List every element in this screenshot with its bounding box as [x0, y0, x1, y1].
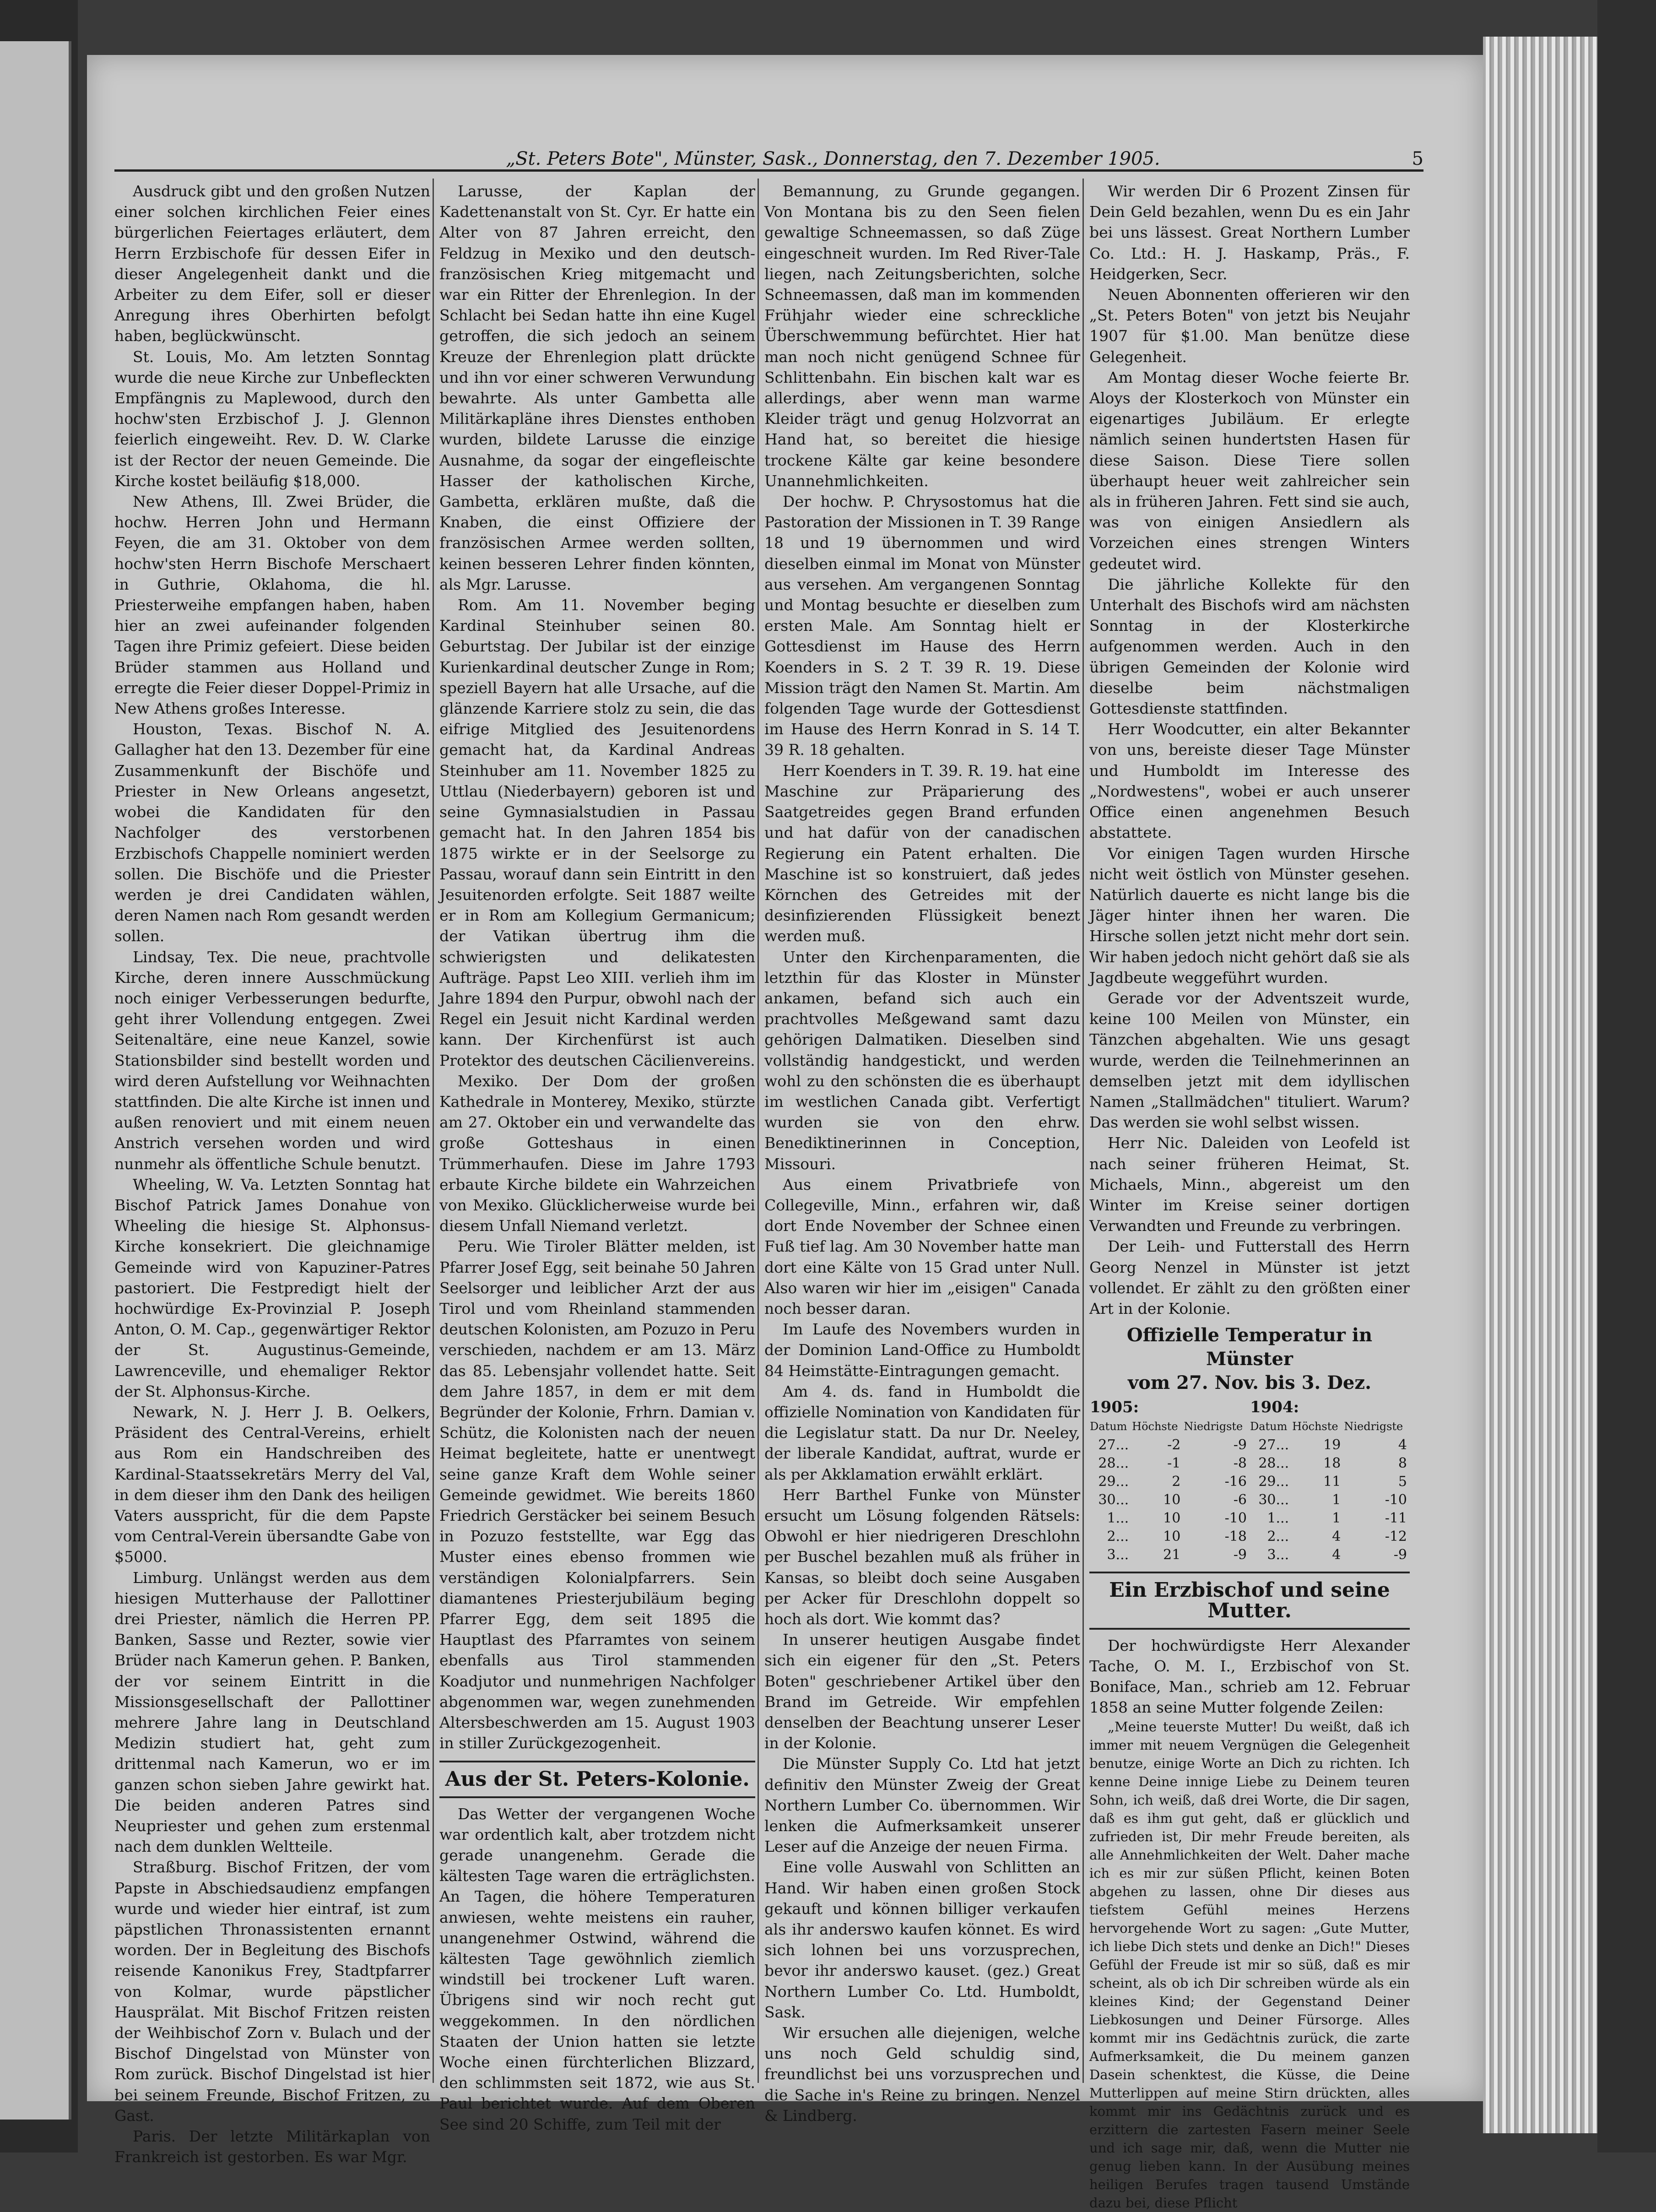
table-cell: 1: [1332, 1492, 1341, 1508]
article-paragraph: Bemannung, zu Grunde gegangen. Von Montana bis zu den Seen fielen gewaltige Schneemassen, so daß Züge eingeschneit wurden. Im Red River-Tale liegen, nach Zeitungsberichten, solche Schneemassen, daß man im kommenden Frühjahr wieder eine schreckliche Überschwemmung befürchtet. Hier hat man noch nicht genügend Schnee für Schlittenbahn. Ein bischen kalt war es allerdings, aber wenn man warme Kleider trägt und genug Holzvorrat an Hand hat, so bereitet die hiesige trockene Kälte gar keine besondere Unannehmlichkeiten.: [764, 182, 1080, 490]
table-cell: 1: [1332, 1510, 1341, 1527]
article-paragraph: Mexiko. Der Dom der großen Kathedrale in Monterey, Mexiko, stürzte am 27. Oktober ein und verwandelte das große Gotteshaus in einen Trümmerhaufen. Diese im Jahre 1793 erbaute Kirche bildete ein Wahrzeichen von Mexiko. Glücklicherweise wurde bei diesem Unfall Niemand verletzt.: [439, 1072, 755, 1235]
column-header: Datum: [1090, 1420, 1127, 1433]
column-header: Niedrigste: [1184, 1420, 1243, 1433]
header-title: „St. Peters Bote", Münster, Sask., Donnerstag, den 7. Dezember 1905.: [506, 148, 1160, 169]
table-cell: -8: [1233, 1455, 1247, 1472]
table-cell: 30...: [1258, 1492, 1289, 1508]
temperature-title-line1: Offizielle Temperatur in Münster: [1126, 1324, 1373, 1370]
table-cell: 29...: [1258, 1474, 1289, 1490]
table-cell: 3...: [1107, 1547, 1129, 1563]
article-paragraph: Wheeling, W. Va. Letzten Sonntag hat Bischof Patrick James Donahue von Wheeling die hiesige St. Alphonsus-Kirche konsekriert. Die gleichnamige Gemeinde wird von Kapuziner-Patres pastoriert. Die Festpredigt hielt der hochwürdige Ex-Provinzial P. Joseph Anton, O. M. Cap., gegenwärtiger Rektor der St. Augustinus-Gemeinde, Lawrenceville, und ehemaliger Rektor der St. Alphonsus-Kirche.: [114, 1175, 430, 1400]
letter-paragraph: „Meine teuerste Mutter! Du weißt, daß ich immer mit neuem Vergnügen die Gelegenheit benutze, einige Worte an Dich zu richten. Ich kenne Deine innige Liebe zu Deinem teuren Sohn, ich weiß, daß drei Worte, die Dir sagen, daß es ihm gut geht, daß er glücklich und zufrieden ist, Dir mehr Freude bereiten, als alle Annehmlichkeiten der Welt. Daher mache ich es mir zur süßen Pflicht, keinen Boten abgehen zu lassen, ohne Dir dieses aus tiefstem Gefühl meines Herzens hervorgehende Wort zu sagen: „Gute Mutter, ich liebe Dich stets und denke an Dich!" Dieses Gefühl der Freude ist mir so süß, daß es mir scheint, als ob ich Dir schreiben würde als ein kleines Kind; der Gegenstand Deiner Liebkosungen und Deiner Fürsorge. Alles kommt mir ins Gedächtnis zurück, die zarte Aufmerksamkeit, die Du meinem ganzen Dasein schenktest, die Küsse, die Deine Mutterlippen auf meine Stirn drückten, alles kommt mir ins Gedächtnis zurück und es erzittern die zartesten Fasern meiner Seele und ich sage mir, daß, wenn die Mutter nie genug lieben kann. In der Ausübung meines heiligen Berufes tragen tausend Umstände dazu bei, diese Pflicht: [1089, 1719, 1410, 2211]
temperature-title: [1089, 1323, 1410, 1395]
table-cell: 8: [1398, 1455, 1407, 1472]
table-row: [1089, 1546, 1410, 1564]
table-row: [1089, 1509, 1410, 1528]
table-cell: 19: [1323, 1437, 1341, 1453]
article-paragraph: Larusse, der Kaplan der Kadettenanstalt von St. Cyr. Er hatte ein Alter von 87 Jahren erreicht, den Feldzug in Mexiko und den deutsch-französischen Krieg mitgemacht und war ein Ritter der Ehrenlegion. In der Schlacht bei Sedan hatte ihn eine Kugel getroffen, die sich jedoch an seinem Kreuze der Ehrenlegion platt drückte und ihn vor einer schweren Verwundung bewahrte. Als unter Gambetta alle Militärkapläne ihres Dienstes enthoben wurden, bildete Larusse die einzige Ausnahme, da sogar der eingefleischte Hasser der katholischen Kirche, Gambetta, erklären mußte, daß die Knaben, die einst Offiziere der französischen Armee werden sollten, keinen besseren Lehrer finden könnten, als Mgr. Larusse.: [439, 182, 755, 593]
column-4: [1089, 181, 1410, 2211]
article-paragraph: Aus einem Privatbriefe von Collegeville, Minn., erfahren wir, daß dort Ende November der Schnee einen Fuß tief lag. Am 30 November hatte man dort eine Kälte von 15 Grad unter Null. Also waren wir hier im „eisigen" Canada noch besser daran.: [764, 1175, 1080, 1317]
article-paragraph: Am 4. ds. fand in Humboldt die offizielle Nomination von Kandidaten für die Legislatur statt. Da nur Dr. Neeley, der liberale Kandidat, auftrat, wurde er als per Akklamation erwählt erklärt.: [764, 1382, 1080, 1483]
table-cell: 1...: [1107, 1510, 1129, 1527]
article-paragraph: Ausdruck gibt und den großen Nutzen einer solchen kirchlichen Feier eines bürgerlichen Feiertages erläutert, dem Herrn Erzbischofe für dessen Eifer in dieser Angelegenheit dankt und die Arbeiter zu dem Eifer, soll er dieser Anregung ihres Oberhirten befolgt haben, beglückwünscht.: [114, 182, 430, 345]
table-cell: 4: [1398, 1437, 1407, 1453]
table-cell: 1...: [1267, 1510, 1289, 1527]
table-cell: 11: [1323, 1474, 1341, 1490]
scan-background-right: [1597, 0, 1656, 2152]
table-row: [1089, 1473, 1410, 1491]
table-cell: -9: [1233, 1547, 1247, 1563]
column-header: Höchste: [1132, 1420, 1178, 1433]
table-cell: -1: [1167, 1455, 1181, 1472]
temperature-table: [1089, 1398, 1410, 1564]
table-cell: -16: [1224, 1474, 1247, 1490]
table-cell: 4: [1332, 1529, 1341, 1545]
table-cell: 2: [1172, 1474, 1181, 1490]
article-paragraph: Peru. Wie Tiroler Blätter melden, ist Pfarrer Josef Egg, seit beinahe 50 Jahren Seelsorger und leiblicher Arzt der aus Tirol und vom Rheinland stammenden deutschen Kolonisten, am Pozuzo in Peru verschieden, nachdem er am 13. März das 85. Lebensjahr vollendet hatte. Seit dem Jahre 1857, in dem er mit dem Begründer der Kolonie, Frhrn. Damian v. Schütz, die Kolonisten nach der neuen Heimat begleitete, hatte er unentwegt seine ganze Kraft dem Wohle seiner Gemeinde gewidmet. Wie bereits 1860 Friedrich Gerstäcker bei seinem Besuch in Pozuzo feststellte, war Egg das Muster eines ebenso frommen wie verständigen Kolonialpfarrers. Sein diamantenes Priesterjubiläum beging Pfarrer Egg, dem seit 1895 die Hauptlast des Pfarramtes von seinem ebenfalls aus Tirol stammenden Koadjutor und nunmehrigen Nachfolger abgenommen war, wegen zunehmenden Altersbeschwerden am 15. August 1903 in stiller Zurückgezogenheit.: [439, 1237, 755, 1752]
article-paragraph: Im Laufe des Novembers wurden in der Dominion Land-Office zu Humboldt 84 Heimstätte-Eintragungen gemacht.: [764, 1320, 1080, 1380]
table-cell: 29...: [1098, 1474, 1129, 1490]
article-paragraph: Vor einigen Tagen wurden Hirsche nicht weit östlich von Münster gesehen. Natürlich dauerte es nicht lange bis die Jäger hinter ihnen her waren. Die Hirsche sollen jetzt nicht mehr dort sein. Wir haben jedoch nicht gehört daß sie als Jagdbeute weggeführt wurden.: [1089, 844, 1410, 987]
table-cell: 30...: [1098, 1492, 1129, 1508]
article-paragraph: Straßburg. Bischof Fritzen, der vom Papste in Abschiedsaudienz empfangen wurde und wieder hier eintraf, ist zum päpstlichen Thronassistenten ernannt worden. Der in Begleitung des Bischofs reisende Kanonikus Frey, Stadtpfarrer von Kolmar, wurde päpstlicher Hausprälat. Mit Bischof Fritzen reisten der Weihbischof Zorn v. Bulach und der Bischof Dingelstad von Münster von Rom zurück. Bischof Dingelstad ist hier bei seinem Freunde, Bischof Fritzen, zu Gast.: [114, 1858, 430, 2125]
table-cell: -6: [1233, 1492, 1247, 1508]
article-paragraph: Wir werden Dir 6 Prozent Zinsen für Dein Geld bezahlen, wenn Du es ein Jahr bei uns lässest. Great Northern Lumber Co. Ltd.: H. J. Haskamp, Präs., F. Heidgerken, Secr.: [1089, 182, 1410, 283]
article-paragraph: Neuen Abonnenten offerieren wir den „St. Peters Boten" von jetzt bis Neujahr 1907 für $1.00. Man benütze diese Gelegenheit.: [1089, 286, 1410, 366]
article-paragraph: In unserer heutigen Ausgabe findet sich ein eigener für den „St. Peters Boten" geschriebener Artikel über den Brand im Getreide. Wir empfehlen denselben der Beachtung unserer Leser in der Kolonie.: [764, 1631, 1080, 1752]
article-paragraph: Wir ersuchen alle diejenigen, welche uns noch Geld schuldig sind, freundlichst bei uns vorzusprechen und die Sache in's Reine zu bringen. Nenzel & Lindberg.: [764, 2024, 1080, 2125]
table-cell: -2: [1167, 1437, 1181, 1453]
column-header: Höchste: [1292, 1420, 1338, 1433]
article-paragraph: Rom. Am 11. November beging Kardinal Steinhuber seinen 80. Geburtstag. Der Jubilar ist der einzige Kurienkardinal deutscher Zunge in Rom; speziell Bayern hat alle Ursache, auf die glänzende Karriere stolz zu sein, die das eifrige Mitglied des Jesuitenordens gemacht hat, da Kardinal Andreas Steinhuber am 11. November 1825 zu Uttlau (Niederbayern) geboren ist und seine Gymnasialstudien in Passau gemacht hat. In den Jahren 1854 bis 1875 wirkte er in der Seelsorge zu Passau, worauf dann sein Eintritt in den Jesuitenorden erfolgte. Seit 1887 weilte er in Rom am Kollegium Germanicum; der Vatikan übertrug ihm die schwierigsten und delikatesten Aufträge. Papst Leo XIII. verlieh ihm im Jahre 1894 den Purpur, obwohl nach der Regel ein Jesuit nicht Kardinal werden kann. Der Kirchenfürst ist auch Protektor des deutschen Cäcilienvereins.: [439, 596, 755, 1069]
table-cell: 10: [1163, 1529, 1181, 1545]
article-paragraph: Lindsay, Tex. Die neue, prachtvolle Kirche, deren innere Ausschmückung noch einiger Verbesserungen bedurfte, geht ihrer Vollendung entgegen. Zwei Seitenaltäre, eine neue Kanzel, sowie Stationsbilder sind bestellt worden und wird deren Aufstellung vor Weihnachten stattfinden. Die alte Kirche ist innen und außen renoviert und mit einem neuen Anstrich versehen worden und wird nunmehr als öffentliche Schule benutzt.: [114, 948, 430, 1173]
column-rule: [1082, 179, 1084, 2083]
column-header: Datum: [1250, 1420, 1288, 1433]
table-cell: -12: [1385, 1529, 1407, 1545]
article-paragraph: Herr Barthel Funke von Münster ersucht um Lösung folgenden Rätsels: Obwohl er hier niedrigeren Dreschlohn per Buschel bezahlen muß als früher in Kansas, so bleibt doch seine Ausgaben per Acker für Dreschlohn doppelt so hoch als dort. Wie kommt das?: [764, 1486, 1080, 1628]
table-row: [1089, 1454, 1410, 1473]
article-paragraph: Eine volle Auswahl von Schlitten an Hand. Wir haben einen großen Stock gekauft und können billiger verkaufen als ihr anderswo kaufen könnet. Es wird sich lohnen bei uns vorzusprechen, bevor ihr anderswo kauset. (gez.) Great Northern Lumber Co. Ltd. Humboldt, Sask.: [764, 1858, 1080, 2021]
table-cell: 10: [1163, 1510, 1181, 1527]
table-cell: -9: [1393, 1547, 1407, 1563]
article-paragraph: Gerade vor der Adventszeit wurde, keine 100 Meilen von Münster, ein Tänzchen abgehalten. Wie uns gesagt wurde, werden die Teilnehmerinnen an demselben jetzt mit dem idyllischen Namen „Stallmädchen" tituliert. Warum? Das werden sie wohl selbst wissen.: [1089, 989, 1410, 1132]
column-2: [439, 181, 755, 2133]
table-cell: 28...: [1098, 1455, 1129, 1472]
table-row: [1089, 1491, 1410, 1509]
table-row: [1089, 1528, 1410, 1546]
article-paragraph: Die Münster Supply Co. Ltd hat jetzt definitiv den Münster Zweig der Great Northern Lumber Co. übernommen. Wir lenken die Aufmerksamkeit unserer Leser auf die Anzeige der neuen Firma.: [764, 1755, 1080, 1856]
article-paragraph: Herr Woodcutter, ein alter Bekannter von uns, bereiste dieser Tage Münster und Humboldt im Interesse des „Nordwestens", wobei er auch unserer Office einen angenehmen Besuch abstattete.: [1089, 720, 1410, 842]
table-cell: 21: [1163, 1547, 1181, 1563]
previous-page-edge: [0, 41, 71, 2120]
table-cell: 3...: [1267, 1547, 1289, 1563]
table-cell: 27...: [1098, 1437, 1129, 1453]
table-cell: 18: [1323, 1455, 1341, 1472]
article-paragraph: Unter den Kirchenparamenten, die letzthin für das Kloster in Münster ankamen, befand sich auch ein prachtvolles Meßgewand samt dazu gehörigen Dalmatiken. Dieselben sind vollständig handgestickt, und werden wohl zu den schönsten die es überhaupt im westlichen Canada gibt. Verfertigt wurden sie von den ehrw. Benediktinerinnen in Conception, Missouri.: [764, 948, 1080, 1173]
article-paragraph: Der hochw. P. Chrysostomus hat die Pastoration der Missionen in T. 39 Range 18 und 19 übernommen und wird dieselben einmal im Monat von Münster aus versehen. Am vergangenen Sonntag und Montag besuchte er dieselben zum ersten Male. Am Sonntag hielt er Gottesdienst im Hause des Herrn Koenders in S. 2 T. 39 R. 19. Diese Mission trägt den Namen St. Martin. Am folgenden Tage wurde der Gottesdienst im Hause des Herrn Konrad in S. 14 T. 39 R. 18 gehalten.: [764, 493, 1080, 759]
newspaper-page: [87, 55, 1483, 2211]
table-cell: -18: [1224, 1529, 1247, 1545]
article-paragraph: Der Leih- und Futterstall des Herrn Georg Nenzel in Münster ist jetzt vollendet. Er zählt zu den größten einer Art in der Kolonie.: [1089, 1237, 1410, 1317]
temperature-title-line2: vom 27. Nov. bis 3. Dez.: [1127, 1372, 1372, 1394]
article-paragraph: Herr Nic. Daleiden von Leofeld ist nach seiner früheren Heimat, St. Michaels, Minn., abgereist um den Winter im Kreise seiner dortigen Verwandten und Freunde zu verbringen.: [1089, 1134, 1410, 1235]
table-cell: 27...: [1258, 1437, 1289, 1453]
column-3: [764, 181, 1080, 2125]
column-rule: [758, 179, 759, 2083]
table-cell: 4: [1332, 1547, 1341, 1563]
page-header: [114, 137, 1423, 172]
article-paragraph: Das Wetter der vergangenen Woche war ordentlich kalt, aber trotzdem nicht gerade unangenehm. Gerade die kältesten Tage waren die erträglichsten. An Tagen, die höhere Temperaturen anwiesen, wehte meistens ein rauher, unangenehmer Ostwind, während die kältesten Tage gewöhnlich ziemlich windstill bei trockener Luft waren. Übrigens sind wir noch recht gut weggekommen. In den nördlichen Staaten der Union hatten sie letzte Woche einen fürchterlichen Blizzard, den schlimmsten seit 1872, wie aus St. Paul berichtet wurde. Auf dem Oberen See sind 20 Schiffe, zum Teil mit der: [439, 1805, 755, 2133]
article-paragraph: Der hochwürdigste Herr Alexander Tache, O. M. I., Erzbischof von St. Boniface, Man., schrieb am 12. Februar 1858 an seine Mutter folgende Zeilen:: [1089, 1636, 1410, 1717]
article-paragraph: Houston, Texas. Bischof N. A. Gallagher hat den 13. Dezember für eine Zusammenkunft der Bischöfe und Priester in New Orleans angesetzt, wobei die Kandidaten für den Nachfolger des verstorbenen Erzbischofs Chappelle nominiert werden sollen. Die Bischöfe und die Priester werden je drei Candidaten wählen, deren Namen nach Rom gesandt werden sollen.: [114, 720, 430, 945]
table-cell: 28...: [1258, 1455, 1289, 1472]
article-paragraph: Newark, N. J. Herr J. B. Oelkers, Präsident des Central-Vereins, erhielt aus Rom ein Handschreiben des Kardinal-Staatssekretärs Merry del Val, in dem dieser ihm den Dank des heiligen Vaters ausspricht, für die dem Papste vom Central-Verein übersandte Gabe von $5000.: [114, 1403, 430, 1566]
table-cell: 2...: [1107, 1529, 1129, 1545]
table-cell: -10: [1224, 1510, 1247, 1527]
column-rule: [433, 179, 434, 2083]
article-paragraph: Am Montag dieser Woche feierte Br. Aloys der Klosterkoch von Münster ein eigenartiges Jubiläum. Er erlegte nämlich seinen hundertsten Hasen für diese Saison. Diese Tiere sollen überhaupt heuer weit zahlreicher sein als in früheren Jahren. Fett sind sie auch, was von einigen Ansiedlern als Vorzeichen eines strengen Winters gedeutet wird.: [1089, 368, 1410, 573]
section-heading: Ein Erzbischof und seine Mutter.: [1089, 1572, 1410, 1629]
article-paragraph: Herr Koenders in T. 39. R. 19. hat eine Maschine zur Präparierung des Saatgetreides gegen Brand erfunden und hat dafür von der canadischen Regierung ein Patent erhalten. Die Maschine ist so konstruiert, daß jedes Körnchen des Getreides mit der desinfizierenden Flüssigkeit benezt werden muß.: [764, 761, 1080, 945]
article-paragraph: Die jährliche Kollekte für den Unterhalt des Bischofs wird am nächsten Sonntag in der Klosterkirche aufgenommen werden. Auch in den übrigen Gemeinden der Kolonie wird dieselbe beim nächstmaligen Gottesdienste stattfinden.: [1089, 575, 1410, 718]
article-paragraph: Paris. Der letzte Militärkaplan von Frankreich ist gestorben. Es war Mgr.: [114, 2127, 430, 2166]
article-paragraph: Limburg. Unlängst werden aus dem hiesigen Mutterhause der Pallottiner drei Priester, nämlich die Herren PP. Banken, Sasse und Rezter, sowie vier Brüder nach Kamerun gehen. P. Banken, der vor seinem Eintritt in die Missionsgesellschaft der Pallottiner mehrere Jahre lang in Deutschland Medizin studiert hat, geht zum drittenmal nach Kamerun, wo er im ganzen schon sieben Jahre gewirkt hat. Die beiden anderen Patres sind Neupriester und gehen zum erstenmal nach dem dunklen Weltteile.: [114, 1568, 430, 1856]
table-cell: 5: [1398, 1474, 1407, 1490]
section-heading: Aus der St. Peters-Kolonie.: [439, 1761, 755, 1798]
table-row: [1089, 1436, 1410, 1454]
table-cell: -10: [1385, 1492, 1407, 1508]
page-number: 5: [1412, 148, 1423, 169]
column-1: [114, 181, 430, 2166]
table-cell: 2...: [1267, 1529, 1289, 1545]
article-paragraph: St. Louis, Mo. Am letzten Sonntag wurde die neue Kirche zur Unbefleckten Empfängnis zu Maplewood, durch den hochw'sten Erzbischof J. J. Glennon feierlich eingeweiht. Rev. D. W. Clarke ist der Rector der neuen Gemeinde. Die Kirche kostet beiläufig $18,000.: [114, 347, 430, 490]
table-cell: -11: [1385, 1510, 1407, 1527]
table-cell: 10: [1163, 1492, 1181, 1508]
column-header: Niedrigste: [1344, 1420, 1403, 1433]
table-cell: -9: [1233, 1437, 1247, 1453]
book-page-edges: [1483, 37, 1597, 2133]
year-header: 1904:: [1250, 1398, 1299, 1417]
year-header: 1905:: [1090, 1398, 1139, 1417]
article-paragraph: New Athens, Ill. Zwei Brüder, die hochw. Herren John und Hermann Feyen, die am 31. Oktober von dem hochw'sten Herrn Bischofe Merschaert in Guthrie, Oklahoma, die hl. Priesterweihe empfangen haben, haben hier an zwei aufeinander folgenden Tagen ihre Primiz gefeiert. Diese beiden Brüder stammen aus Holland und erregte die Feier dieser Doppel-Primiz in New Athens großes Interesse.: [114, 493, 430, 718]
